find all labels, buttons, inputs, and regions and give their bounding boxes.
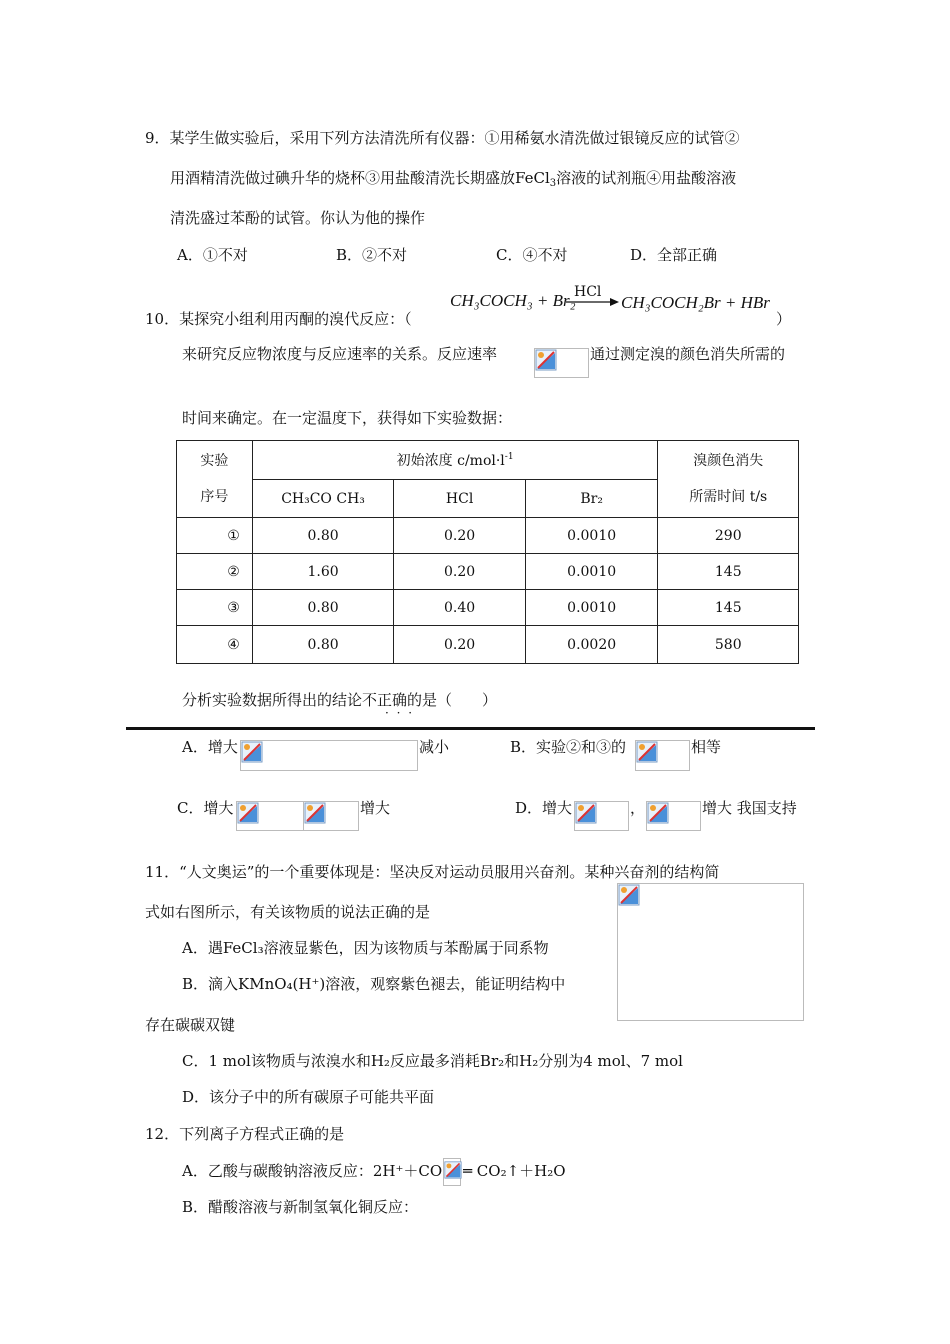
table-row: ④ 0.80 0.20 0.0020 580	[177, 626, 799, 664]
table-col-hcl: HCl	[394, 480, 526, 518]
table-row: ② 1.60 0.20 0.0010 145	[177, 554, 799, 590]
q11-line1: 11．“人文奥运”的一个重要体现是：坚决反对运动员服用兴奋剂。某种兴奋剂的结构简	[145, 863, 720, 881]
table-col-br2: Br₂	[525, 480, 658, 518]
broken-image-icon	[574, 801, 629, 831]
q9-line1: 9．某学生做实验后，采用下列方法清洗所有仪器：①用稀氨水清洗做过银镜反应的试管②	[145, 129, 740, 147]
q11-line2: 式如右图所示，有关该物质的说法正确的是	[145, 903, 431, 921]
q11-option-b-cont: 存在碳碳双键	[145, 1016, 236, 1034]
q9-line2: 用酒精清洗做过碘升华的烧杯③用盐酸清洗长期盛放FeCl$_3$溶液的试剂瓶④用盐酸溶液	[170, 169, 737, 189]
q10-opt-c-1: C．增大	[177, 799, 234, 817]
broken-image-icon	[443, 1158, 461, 1186]
table-row: ③ 0.80 0.40 0.0010 145	[177, 590, 799, 626]
broken-image-icon	[534, 348, 589, 378]
q11-option-b: B．滴入KMnO₄(H⁺)溶液，观察紫色褪去，能证明结构中	[182, 975, 566, 993]
table-header-time: 溴颜色消失 所需时间 t/s	[658, 441, 799, 518]
q9-option-a: A．①不对	[177, 246, 248, 264]
broken-image-icon	[236, 801, 304, 831]
q10-line2b: 通过测定溴的颜色消失所需的	[590, 345, 786, 363]
q12-line1: 12．下列离子方程式正确的是	[145, 1125, 345, 1143]
q10-opt-d-1: D．增大	[515, 799, 573, 817]
q9-option-b: B．②不对	[336, 246, 408, 264]
q10-intro: 10．某探究小组利用丙酮的溴代反应：（	[145, 310, 412, 328]
q10-eq-right: CH₃COCH₂Br + HBr	[621, 293, 770, 312]
data-table	[176, 440, 799, 664]
q10-opt-a-1: A．增大	[182, 738, 238, 756]
q10-line3: 时间来确定。在一定温度下，获得如下实验数据：	[182, 409, 513, 427]
broken-image-icon	[240, 740, 418, 771]
table-row: ① 0.80 0.20 0.0010 290	[177, 518, 799, 554]
q10-line2a: 来研究反应物浓度与反应速率的关系。反应速率	[182, 345, 498, 363]
structure-image-placeholder	[617, 883, 804, 1021]
q10-opt-b-2: 相等	[691, 738, 722, 756]
table-header-exp: 实验 序号	[177, 441, 253, 518]
q12-option-a-2: ═ CO₂↑＋H₂O	[463, 1162, 566, 1180]
q10-opt-d-comma: ，	[630, 799, 646, 817]
section-divider	[126, 727, 815, 730]
broken-image-icon	[635, 740, 690, 771]
q10-eq-left: CH₃COCH₃ + Br₂	[450, 291, 576, 310]
table-header-conc: 初始浓度 $c/mol\cdot l^{-1}$	[252, 441, 658, 480]
table-col-acetone: CH₃CO CH₃	[252, 480, 394, 518]
q10-question: 分析实验数据所得出的结论不正确的是（ ）	[182, 691, 498, 709]
q10-eq-catalyst: HCl	[574, 284, 602, 300]
q9-option-d: D．全部正确	[630, 246, 718, 264]
q11-option-a: A．遇FeCl₃溶液显紫色，因为该物质与苯酚属于同系物	[182, 939, 549, 957]
q12-option-b: B．醋酸溶液与新制氢氧化铜反应：	[182, 1198, 419, 1216]
q12-option-a-1: A．乙酸与碳酸钠溶液反应：2H⁺＋CO	[182, 1162, 443, 1180]
q10-opt-a-2: 减小	[419, 738, 450, 756]
q9-option-c: C．④不对	[496, 246, 568, 264]
q11-option-d: D．该分子中的所有碳原子可能共平面	[182, 1088, 435, 1106]
q10-opt-b-1: B．实验②和③的	[510, 738, 627, 756]
q10-intro-close: ）	[776, 310, 792, 328]
q11-option-c: C．1 mol该物质与浓溴水和H₂反应最多消耗Br₂和H₂分别为4 mol、7 mol	[182, 1052, 683, 1070]
reaction-arrow-icon	[566, 297, 620, 307]
q9-line3: 清洗盛过苯酚的试管。你认为他的操作	[170, 209, 426, 227]
q10-opt-d-2: 增大 我国支持	[702, 799, 797, 817]
emphasis-dots: · · ·	[385, 706, 415, 720]
broken-image-icon	[646, 801, 701, 831]
broken-image-icon	[303, 801, 359, 831]
q10-opt-c-2: 增大	[360, 799, 391, 817]
